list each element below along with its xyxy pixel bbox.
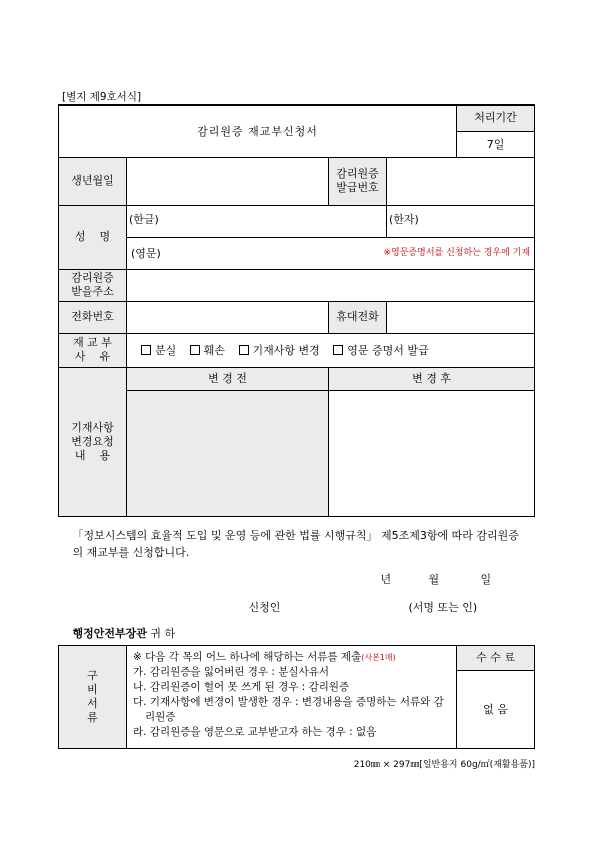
checkbox-icon [190, 345, 200, 355]
date-month: 월 [428, 572, 440, 586]
application-form [58, 104, 535, 749]
documents-badge: (사본1매) [361, 652, 396, 662]
documents-item: 나. 감리원증이 헐어 못 쓰게 된 경우 : 감리원증 [133, 680, 350, 693]
reason-option-label: 영문 증명서 발급 [347, 344, 429, 357]
reason-option-english[interactable] [333, 342, 428, 358]
fee-value: 없 음 [457, 670, 535, 748]
date-year: 년 [380, 572, 392, 586]
paper-spec-note: 210㎜ × 297㎜[일반용지 60g/㎡(재활용품)] [353, 760, 535, 770]
address-label: 감리원증 받을주소 [59, 269, 127, 301]
form-title: 감리원증 재교부신청서 [59, 105, 457, 157]
reason-option-change[interactable] [239, 342, 320, 358]
statement-text: 「정보시스템의 효율적 도입 및 운영 등에 관한 법률 시행규칙」 제5조제3항에 따라 감리원증의 재교부를 신청합니다. [72, 528, 519, 559]
name-label: 성 명 [59, 205, 127, 269]
reason-label: 재 교 부 사 유 [59, 333, 127, 367]
name-hanja-label: (한자) [389, 212, 419, 226]
recipient-line [73, 625, 527, 641]
signature-label: (서명 또는 인) [408, 600, 478, 614]
name-hanja-field[interactable] [387, 205, 535, 237]
checkbox-icon [239, 345, 249, 355]
change-request-label: 기재사항 변경요청 내 용 [59, 367, 127, 516]
name-english-field[interactable] [127, 237, 535, 269]
phone-label: 전화번호 [59, 301, 127, 333]
birth-date-field[interactable] [127, 157, 329, 205]
name-korean-field[interactable] [127, 205, 387, 237]
documents-list [127, 645, 457, 748]
cert-number-label: 감리원증 발급번호 [329, 157, 387, 205]
cert-number-field[interactable] [387, 157, 535, 205]
date-line [73, 561, 527, 591]
documents-item: 다. 기재사항에 변경이 발생한 경우 : 변경내용을 증명하는 서류와 감리원증 [133, 695, 444, 723]
mobile-label: 휴대전화 [329, 301, 387, 333]
fee-label: 수 수 료 [457, 645, 535, 670]
processing-period-value: 7일 [457, 131, 535, 157]
processing-period-label: 처리기간 [457, 105, 535, 131]
reason-options [127, 333, 535, 367]
form-reference: [별지 제9호서식] [62, 91, 142, 103]
reason-option-damaged[interactable] [190, 342, 225, 358]
address-field[interactable] [127, 269, 535, 301]
recipient-suffix: 귀 하 [150, 626, 176, 640]
phone-field[interactable] [127, 301, 329, 333]
reason-option-label: 기재사항 변경 [252, 344, 320, 357]
documents-item: 라. 감리원증을 영문으로 교부받고자 하는 경우 : 없음 [133, 725, 377, 738]
checkbox-icon [141, 345, 151, 355]
date-day: 일 [480, 572, 492, 586]
mobile-field[interactable] [387, 301, 535, 333]
after-change-field[interactable] [329, 390, 535, 516]
before-change-header: 변 경 전 [127, 367, 329, 390]
documents-note: ※ 다음 각 목의 어느 하나에 해당하는 서류를 제출(사본1매) [133, 650, 396, 663]
applicant-label: 신청인 [248, 600, 281, 614]
after-change-header: 변 경 후 [329, 367, 535, 390]
reason-option-label: 훼손 [203, 344, 226, 357]
statement-section [59, 516, 535, 645]
before-change-field[interactable] [127, 390, 329, 516]
documents-item: 가. 감리원증을 잃어버린 경우 : 분실사유서 [133, 665, 329, 678]
name-korean-label: (한글) [129, 212, 159, 226]
reason-option-lost[interactable] [141, 342, 176, 358]
checkbox-icon [333, 345, 343, 355]
english-note: ※영문증명서를 신청하는 경우에 기재 [383, 248, 531, 258]
reason-option-label: 분실 [155, 344, 177, 357]
name-english-label: (영문) [131, 247, 161, 260]
birth-date-label: 생년월일 [59, 157, 127, 205]
documents-label: 구 비 서 류 [59, 645, 127, 748]
signature-line [73, 591, 527, 615]
recipient-name: 행정안전부장관 [72, 626, 147, 640]
